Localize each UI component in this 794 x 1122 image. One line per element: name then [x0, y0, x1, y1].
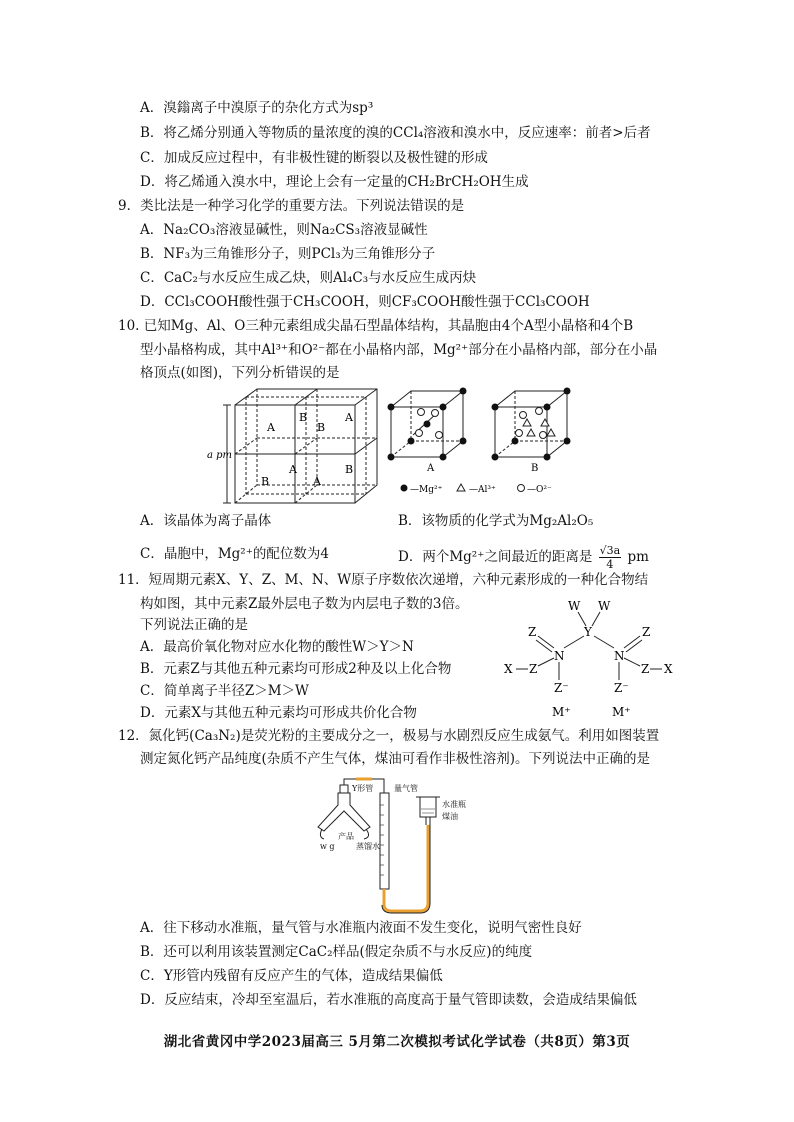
- subcell-label: B: [317, 421, 326, 434]
- mass-label: w g: [320, 842, 335, 851]
- subcell-label: B: [299, 411, 308, 424]
- q11-option-d: D．元素X与其他五种元素均可形成共价化合物: [140, 705, 417, 721]
- q12-option-a: A．往下移动水准瓶，量气管与水准瓶内液面不发生变化，说明气密性良好: [140, 920, 582, 936]
- atom-z-anion: Z⁻: [554, 681, 569, 695]
- atom-z: Z: [642, 625, 651, 639]
- atom-m-cation: M⁺: [612, 705, 631, 719]
- q9-option-b: B．NF₃为三角锥形分子，则PCl₃为三角锥形分子: [140, 246, 436, 262]
- legend-al: —Al³⁺: [469, 485, 496, 495]
- atom-x: X: [504, 662, 513, 676]
- atom-y: Y: [584, 625, 592, 639]
- page-footer: 湖北省黄冈中学2023届高三 5月第二次模拟考试化学试卷（共8页）第3页: [163, 1034, 631, 1050]
- subcell-label: B: [345, 463, 354, 476]
- atom-z: Z: [529, 662, 538, 676]
- q12-option-d: D．反应结束，冷却至室温后，若水准瓶的高度高于量气管即读数，会造成结果偏低: [140, 992, 637, 1008]
- level-bottle-label: 水准瓶: [442, 800, 466, 809]
- q12-stem-line2: 测定氮化钙产品纯度(杂质不产生气体，煤油可看作非极性溶剂)。下列说法中正确的是: [140, 751, 651, 767]
- q8-option-c: C．加成反应过程中，有非极性键的断裂以及极性键的形成: [140, 150, 488, 166]
- q10-stem-line2: 型小晶格构成，其中Al³⁺和O²⁻都在小晶格内部，Mg²⁺部分在小晶格内部，部分在小晶: [140, 342, 658, 358]
- q10-option-d: D．两个Mg²⁺之间最近的距离是 $\frac{√3a}{4}$ pm: [398, 544, 649, 571]
- q9-stem: 9．类比法是一种学习化学的重要方法。下列说法错误的是: [118, 198, 465, 214]
- distance-fraction: $\frac{√3a}{4}$: [599, 544, 621, 571]
- q11-option-c: C．简单离子半径Z＞M＞W: [140, 683, 309, 699]
- q10-option-b: B．该物质的化学式为Mg₂Al₂O₅: [398, 513, 594, 529]
- q8-option-d: D．将乙烯通入溴水中，理论上会有一定量的CH₂BrCH₂OH生成: [140, 174, 529, 190]
- q10-stem-line1: 10. 已知Mg、Al、O三种元素组成尖晶石型晶体结构，其晶胞由4个A型小晶格和4个B: [118, 318, 634, 334]
- compound-structure-figure: [498, 596, 688, 726]
- q12-option-b: B．还可以利用该装置测定CaC₂样品(假定杂质不与水反应)的纯度: [140, 944, 533, 960]
- product-label: 产品: [338, 832, 354, 841]
- kerosene-label: 煤油: [442, 812, 458, 821]
- q9-option-a: A．Na₂CO₃溶液显碱性，则Na₂CS₃溶液显碱性: [140, 222, 428, 238]
- q8-option-a: A．溴鎓离子中溴原子的杂化方式为sp³: [140, 100, 374, 116]
- atom-n: N: [614, 649, 625, 663]
- atom-z: Z: [641, 662, 650, 676]
- q11-stem-line1: 11．短周期元素X、Y、Z、M、N、W原子序数依次递增，六种元素形成的一种化合物结: [118, 572, 649, 588]
- q10-option-a: A．该晶体为离子晶体: [140, 513, 272, 529]
- q10-stem-line3: 格顶点(如图)，下列分析错误的是: [140, 365, 340, 381]
- subcell-label: A: [267, 421, 275, 434]
- q11-option-b: B．元素Z与其他五种元素均可形成2种及以上化合物: [140, 661, 452, 677]
- q9-option-d: D．CCl₃COOH酸性强于CH₃COOH，则CF₃COOH酸性强于CCl₃COOH: [140, 294, 590, 310]
- q11-option-a: A．最高价氧化物对应水化物的酸性W＞Y＞N: [140, 639, 414, 655]
- q10-option-c: C．晶胞中，Mg²⁺的配位数为4: [140, 546, 329, 562]
- q9-option-c: C．CaC₂与水反应生成乙炔，则Al₄C₃与水反应生成丙炔: [140, 270, 477, 286]
- atom-x: X: [664, 662, 673, 676]
- q11-stem-line3: 下列说法正确的是: [140, 617, 248, 633]
- atom-w: W: [568, 599, 581, 613]
- q12-stem-line1: 12．氮化钙(Ca₃N₂)是荧光粉的主要成分之一，极易与水剧烈反应生成氨气。利用如图装置: [118, 728, 660, 744]
- q11-stem-line2: 构如图，其中元素Z最外层电子数为内层电子数的3倍。: [140, 596, 469, 612]
- cube-a-label: A: [427, 463, 435, 474]
- spinel-crystal-figure: [205, 385, 595, 505]
- subcell-label: B: [261, 475, 270, 488]
- atom-z: Z: [528, 625, 537, 639]
- q8-option-b: B．将乙烯分别通入等物质的量浓度的溴的CCl₄溶液和溴水中，反应速率：前者>后者: [140, 125, 651, 141]
- burette-label: 量气管: [394, 784, 418, 793]
- subcell-label: A: [289, 463, 297, 476]
- atom-m-cation: M⁺: [552, 705, 571, 719]
- y-tube-label: Y形管: [352, 784, 374, 793]
- q12-option-c: C．Y形管内残留有反应产生的气体，造成结果偏低: [140, 968, 443, 984]
- atom-w: W: [598, 599, 611, 613]
- subcell-label: A: [345, 411, 353, 424]
- gas-measurement-apparatus: [312, 775, 492, 915]
- water-label: 蒸馏水: [356, 842, 380, 851]
- lattice-a-label: a pm: [207, 450, 233, 461]
- subcell-label: A: [313, 475, 321, 488]
- cube-b-label: B: [531, 463, 539, 474]
- atom-n: N: [554, 649, 565, 663]
- legend-o: —O²⁻: [527, 485, 552, 495]
- legend-mg: —Mg²⁺: [410, 485, 443, 495]
- atom-z-anion: Z⁻: [614, 681, 629, 695]
